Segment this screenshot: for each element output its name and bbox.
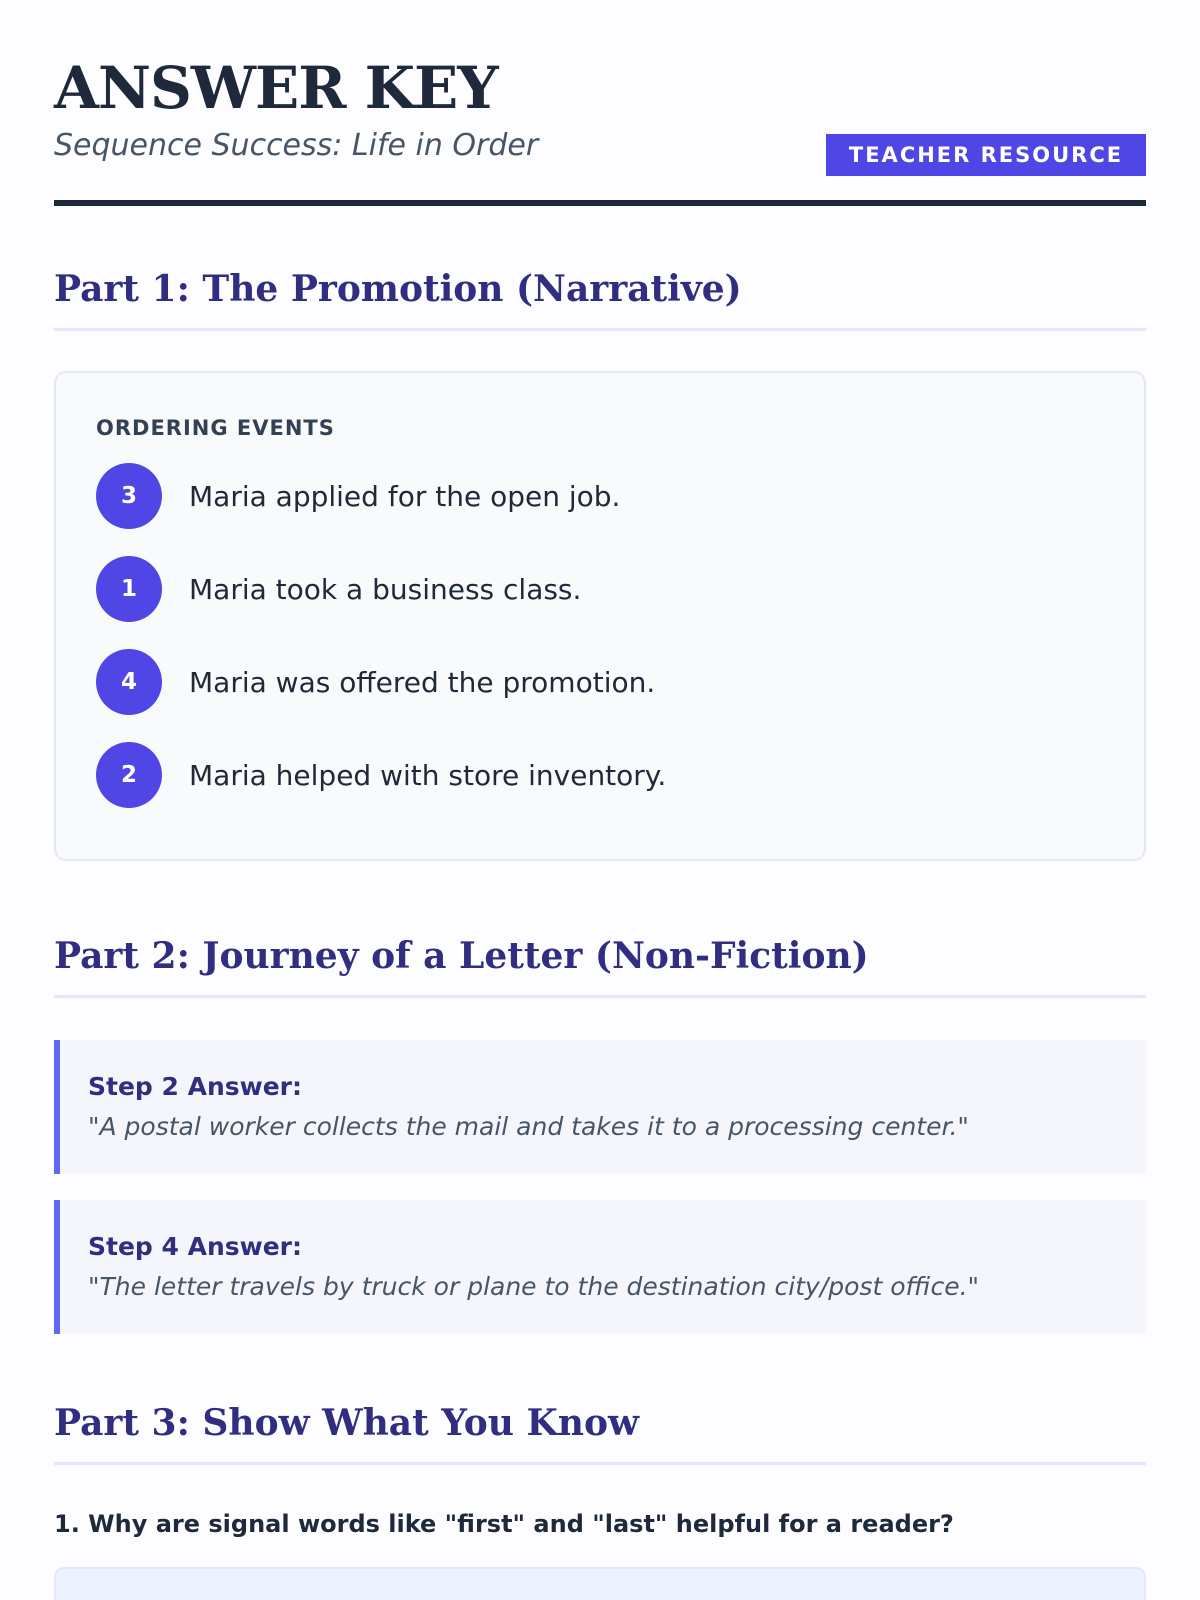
event-item (96, 556, 1104, 622)
ordering-events-box (54, 371, 1146, 861)
order-number-badge: 1 (96, 556, 162, 622)
part-2-heading: Part 2: Journey of a Letter (Non-Fiction) (54, 933, 1146, 998)
document-header (54, 0, 1146, 206)
part-3-heading: Part 3: Show What You Know (54, 1400, 1146, 1465)
question-1: 1. Why are signal words like "first" and "last" helpful for a reader? (54, 1510, 954, 1538)
event-text: Maria helped with store inventory. (189, 758, 667, 792)
event-list (96, 463, 1104, 808)
event-text: Maria was offered the promotion. (189, 665, 656, 699)
answer-label: Step 4 Answer: (88, 1232, 303, 1261)
order-number-badge: 2 (96, 742, 162, 808)
ordering-events-label: ORDERING EVENTS (96, 416, 335, 440)
part-2-section (54, 933, 1146, 1334)
part-3-section (54, 1400, 1146, 1600)
answer-text: "The letter travels by truck or plane to the destination city/post office." (88, 1272, 980, 1301)
step-4-answer-block (54, 1200, 1146, 1334)
part-1-heading: Part 1: The Promotion (Narrative) (54, 266, 1146, 331)
sample-answer-box (54, 1567, 1146, 1600)
document-title: ANSWER KEY (54, 54, 498, 122)
event-item (96, 742, 1104, 808)
event-item (96, 463, 1104, 529)
answer-label: Step 2 Answer: (88, 1072, 303, 1101)
document-subtitle: Sequence Success: Life in Order (54, 128, 539, 163)
order-number-badge: 4 (96, 649, 162, 715)
event-text: Maria took a business class. (189, 572, 582, 606)
answer-text: "A postal worker collects the mail and takes it to a processing center." (88, 1112, 969, 1141)
order-number-badge: 3 (96, 463, 162, 529)
event-text: Maria applied for the open job. (189, 479, 621, 513)
part-1-section (54, 266, 1146, 861)
step-2-answer-block (54, 1040, 1146, 1174)
event-item (96, 649, 1104, 715)
teacher-resource-badge: TEACHER RESOURCE (826, 134, 1146, 176)
